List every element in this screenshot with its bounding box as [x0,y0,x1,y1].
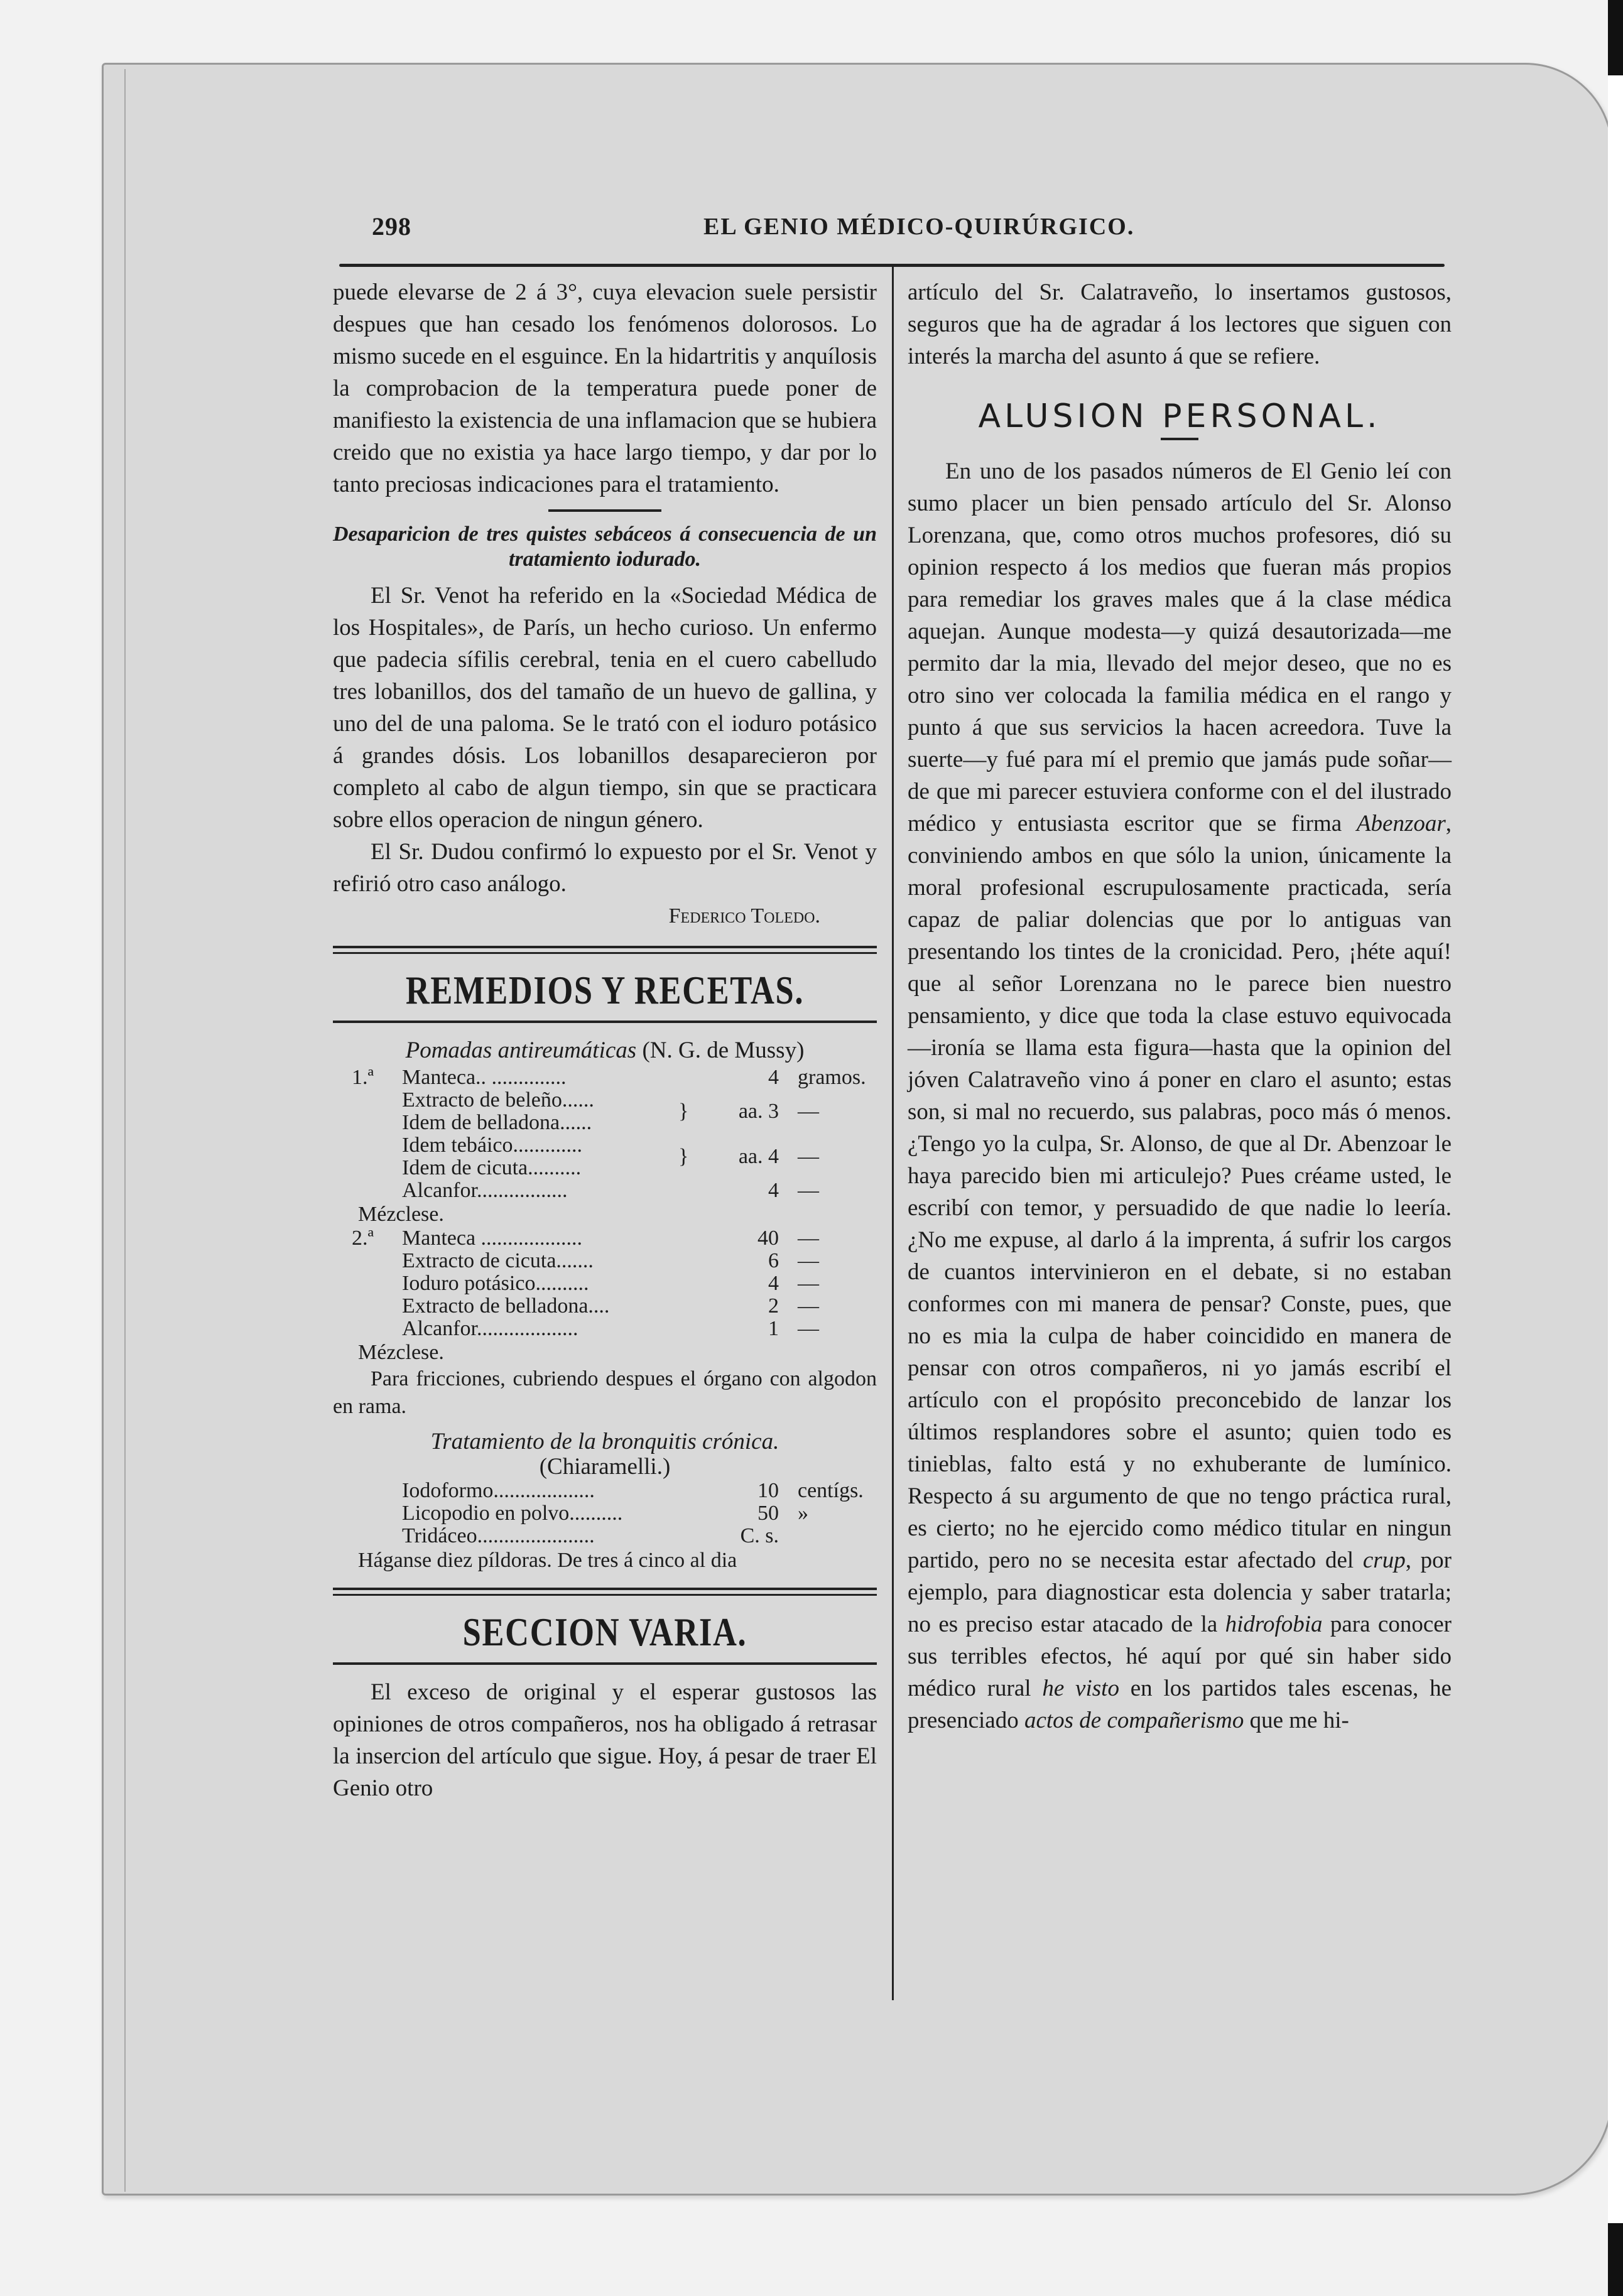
unit: — [798,1179,819,1202]
recipe-title [333,1429,877,1480]
article-paragraph: El Sr. Venot ha referido en la «Sociedad Médica de los Hospitales», de París, un hecho curioso. Un enfermo que padecia sífilis cerebral, tenia en el cuero cabelludo tres lobanillos, dos del tamaño de un huevo de gallina, y uno del de una paloma. Se le trató con el ioduro potásico á grandes dósis. Los lobanillos desaparecieron por completo al cabo de algun tiempo, sin que se practicara sobre ellos operacion de ningun género. [333,583,877,833]
unit: centígs. [798,1479,864,1502]
ingredient: Ioduro potásico.......... [402,1272,589,1295]
text-run: En uno de los pasados números de El Genio leí con sumo placer un bien pensado artículo del Sr. Alonso Lorenzana, que, como otros muchos profesores, dió su opinion respecto á los medios que fueran más propios para remediar los graves males que á la clase médica aquejan. Aunque modesta—y quizá desautorizada—me permito dar la mia, llevado del mejor deseo, que no es otro sino ver colocada la familia médica en el rango y punto á que sus servicios la hacen acreedora. Tuve la suerte—y fué para mí el premio que jamás pude soñar—de que mi parecer estuviera conforme con el del ilustrado médico y entusiasta escritor que se firma [908,458,1452,837]
page-header [339,212,1482,243]
italic-term: hidrofobia [1225,1611,1323,1637]
recipe-name: Pomadas antireumáticas [405,1037,637,1063]
formula-row [333,1295,877,1318]
formula-row [333,1227,877,1250]
quantity: C. s. [740,1524,779,1547]
ingredient: Extracto de beleño...... [402,1088,594,1112]
formula-row [333,1502,877,1525]
formula-row [333,1318,877,1340]
formula-2-table [333,1227,877,1340]
text-run: , conviniendo ambos en que sólo la union, únicamente la moral profesional escrupulosamente practicada, sería capaz de paliar dolencias que por lo antiguas van presentando los tintes de la cronicidad. Pero, ¡héte aquí! que al señor Lorenzana no le parece bien nuestro pensamiento, y dice que toda la clase estuvo equivocada—ironía se llama esta figura—hasta que la opinion del jóven Calatraveño vino á poner en claro el asunto; estas son, si mal no recuerdo, sus palabras, poco más ó menos. ¿Tengo yo la culpa, Sr. Alonso, de que al Dr. Abenzoar le haya parecido bien mi articulejo? Pues créame usted, le escribí con temor, y persuadido de que nadie lo leería. ¿No me expuse, al darlo á la imprenta, á sufrir los cargos de cuantos intervinieron en el debate, si no estaban conformes con mi manera de pensar? Conste, pues, que no es mia la culpa de haber coincidido en manera de pensar con otros compañeros, ni yo jamás escribí el artículo con el propósito preconcebido de lanzar los últimos resplandores sobre el asunto; quien todo es tinieblas, falto está y no exhuberante de lumínico. Respecto á su argumento de que no tengo práctica rural, es cierto; no he ejercido como médico titular en ningun partido, pero no se necesita estar afectado del [908,811,1452,1573]
quantity: 10 [757,1479,779,1502]
ingredient: Extracto de cicuta....... [402,1249,594,1272]
quantity-group: aa. 4 [738,1145,779,1168]
formula-row [333,1525,877,1547]
ingredient: Idem de belladona...... [402,1111,592,1134]
short-rule [548,509,661,512]
formula-3-table [333,1480,877,1547]
quantity: 4 [768,1179,779,1202]
unit: — [798,1227,819,1250]
running-title: EL GENIO MÉDICO-QUIRÚRGICO. [703,214,1135,240]
formula-row [333,1089,877,1112]
unit: — [798,1100,819,1123]
section-rule [333,1588,877,1590]
unit: — [798,1272,819,1295]
quantity: 6 [768,1249,779,1272]
formula-row [333,1066,877,1089]
page-gutter-line [124,69,126,2192]
usage-instruction: Para fricciones, cubriendo despues el órgano con algodon en rama. [333,1367,877,1418]
continuation-paragraph: artículo del Sr. Calatraveño, lo insertamos gustosos, seguros que ha de agradar á los lectores que siguen con interés la marcha del asunto á que se refiere. [908,279,1452,369]
unit: » [798,1502,808,1525]
ingredient: Manteca ................... [402,1227,583,1250]
spine-shadow-bottom [1608,2223,1623,2296]
article-title: ALUSION PERSONAL. [978,398,1381,435]
ingredient: Idem de cicuta.......... [402,1156,582,1179]
recipe-author: (N. G. de Mussy) [642,1037,805,1063]
formula-number: 1.ª [352,1066,374,1089]
ingredient: Extracto de belladona.... [402,1294,610,1318]
ingredient: Manteca.. .............. [402,1066,567,1089]
spine-shadow-top [1608,0,1623,75]
ingredient: Alcanfor................. [402,1179,568,1202]
quantity: 4 [768,1066,779,1089]
text-run: en los partidos tales escenas, he presenciado [908,1676,1452,1733]
ingredient: Tridáceo...................... [402,1524,595,1547]
quantity: 40 [757,1227,779,1250]
italic-term: crup [1362,1547,1406,1573]
section-rule [333,1662,877,1665]
author-signature: Federico Toledo. [668,904,820,928]
brace: } [678,1145,689,1168]
unit: — [798,1317,819,1340]
intro-paragraph: puede elevarse de 2 á 3°, cuya elevacion suele persistir despues que han cesado los fenómenos dolorosos. Lo mismo sucede en el esguince. En la hidartritis y anquílosis la comprobacion de la temperatura puede poner de manifiesto la existencia de una inflamacion que se hubiera creido que no existia ya hace largo tiempo, y dar por lo tanto preciosas indicaciones para el tratamiento. [333,279,877,497]
formula-row [333,1134,877,1157]
italic-term: actos de compañerismo [1024,1708,1244,1733]
pill-instructions: Háganse diez píldoras. De tres á cinco al dia [358,1549,737,1572]
italic-term: Abenzoar [1356,811,1446,837]
ingredient: Licopodio en polvo.......... [402,1502,623,1525]
book-spine [1608,0,1623,2296]
mix-instruction: Mézclese. [358,1203,444,1226]
section-rule [333,1021,877,1023]
quantity: 2 [768,1294,779,1318]
quantity: 50 [757,1502,779,1525]
right-column [908,276,1452,1736]
ingredient: Alcanfor................... [402,1317,578,1340]
title-dash [1161,438,1198,440]
column-divider [892,267,894,2000]
brace: } [678,1100,689,1123]
unit: — [798,1249,819,1272]
unit: gramos. [798,1066,866,1089]
left-column [333,276,877,1804]
article-subheading: Desaparicion de tres quistes sebáceos á consecuencia de un tratamiento iodurado. [333,523,877,571]
formula-number: 2.ª [352,1227,374,1250]
formula-row [333,1480,877,1502]
mix-instruction: Mézclese. [358,1341,444,1364]
quantity: 1 [768,1317,779,1340]
article-paragraph [908,455,1452,1736]
unit: — [798,1145,819,1168]
unit: — [798,1294,819,1318]
ingredient: Idem tebáico............. [402,1134,583,1157]
italic-term: he visto [1042,1676,1119,1701]
unit [798,1525,877,1547]
recipe-author: (Chiaramelli.) [539,1454,671,1480]
ingredient: Iodoformo................... [402,1479,595,1502]
text-run: , por ejemplo, para diagnosticar esta dolencia y saber tratarla; no es preciso estar atacado de la [908,1547,1452,1637]
text-run: que me hi- [1244,1708,1349,1733]
section-title-seccion-varia: SECCION VARIA. [462,1610,747,1654]
section-rule [333,1594,877,1596]
recipe-title [333,1034,877,1066]
text-run: para conocer sus terribles efectos, hé aquí por qué sin haber sido médico rural [908,1611,1452,1701]
page-number: 298 [372,212,411,241]
formula-1-table [333,1066,877,1202]
section-rule [333,952,877,954]
formula-row [333,1272,877,1295]
section-rule [333,946,877,948]
article-paragraph: El Sr. Dudou confirmó lo expuesto por el Sr. Venot y refirió otro caso análogo. [333,839,877,897]
section-title-remedios: REMEDIOS Y RECETAS. [405,968,805,1012]
seccion-varia-paragraph: El exceso de original y el esperar gustosos las opiniones de otros compañeros, nos ha obligado á retrasar la insercion del artículo que sigue. Hoy, á pesar de traer El Genio otro [333,1679,877,1801]
quantity: 4 [768,1272,779,1295]
formula-row [333,1250,877,1272]
formula-row [333,1179,877,1202]
quantity-group: aa. 3 [738,1100,779,1123]
recipe-name: Tratamiento de la bronquitis crónica. [430,1429,779,1454]
